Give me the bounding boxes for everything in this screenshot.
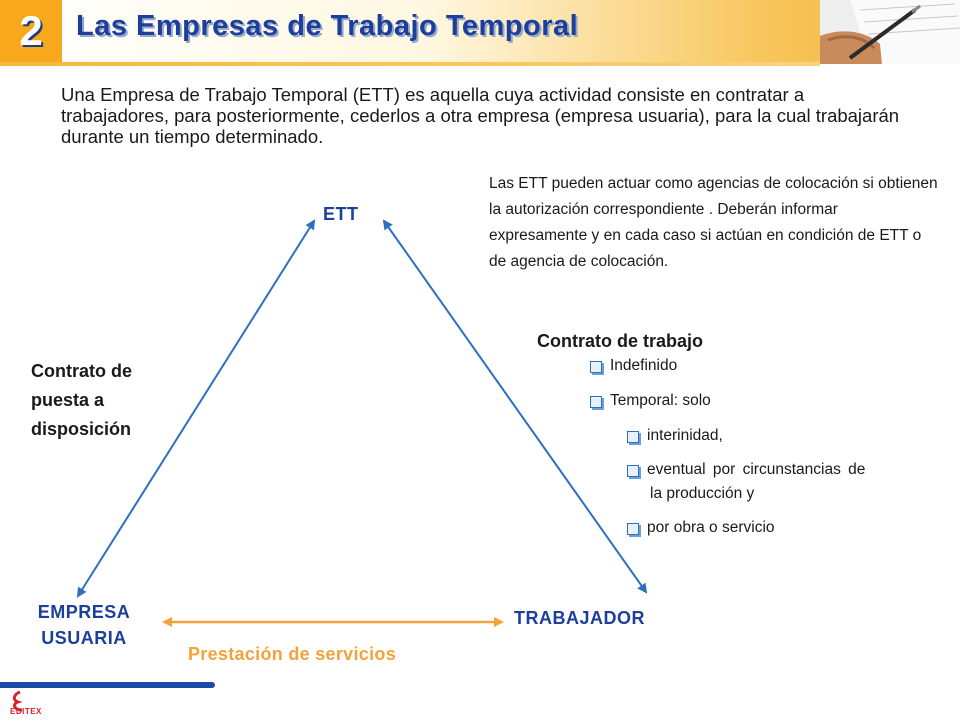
label-contrato-puesta-line1: Contrato de: [31, 361, 132, 381]
page-title: Las Empresas de Trabajo Temporal: [76, 10, 579, 42]
label-prestacion-servicios: Prestación de servicios: [188, 644, 397, 664]
contract-subitem-label: por obra o servicio: [647, 519, 775, 536]
contract-item-label: Temporal: solo: [610, 392, 711, 409]
checkbox-bullet-icon: [627, 431, 639, 443]
editex-logo-text: EDITEX: [10, 707, 42, 716]
contract-subitem-label: eventual por circunstancias de: [647, 461, 866, 478]
footer-bar: [0, 682, 215, 688]
checkbox-bullet-icon: [590, 396, 602, 408]
contract-item: [590, 392, 711, 410]
section-number: 2: [19, 7, 43, 54]
intro-paragraph: Una Empresa de Trabajo Temporal (ETT) es aquella cuya actividad consiste en contratar a trabajadores, para posteriormente, cederlos a otra empresa (empresa usuaria), para la cual trabajarán durante un tiempo determinado.: [61, 84, 900, 147]
contract-subitem: [627, 519, 775, 537]
label-contrato-puesta-line3: disposición: [31, 419, 132, 439]
contract-subitem: [627, 427, 723, 445]
checkbox-bullet-icon: [627, 523, 639, 535]
node-trabajador: TRABAJADOR: [514, 608, 645, 628]
contract-subitem-continuation: la producción y: [650, 485, 755, 502]
node-ett: ETT: [323, 204, 359, 224]
node-empresa-line2: USUARIA: [41, 628, 127, 648]
node-empresa-line1: EMPRESA: [37, 602, 131, 622]
label-contrato-puesta: [31, 357, 132, 444]
contract-subitem: [627, 461, 865, 479]
ett-note: Las ETT pueden actuar como agencias de colocación si obtienen la autorización correspondiente . Deberán informar expresamente y en cada caso si actúan en condición de ETT o de agencia de colocación.: [489, 175, 938, 270]
checkbox-bullet-icon: [590, 361, 602, 373]
contract-item: [590, 357, 677, 375]
checkbox-bullet-icon: [627, 465, 639, 477]
contract-item-label: Indefinido: [610, 357, 678, 374]
label-contrato-puesta-line2: puesta a: [31, 390, 105, 410]
node-empresa-usuaria: [14, 599, 154, 651]
contract-title: Contrato de trabajo: [537, 331, 704, 351]
contract-subitem-label: interinidad,: [647, 427, 723, 444]
